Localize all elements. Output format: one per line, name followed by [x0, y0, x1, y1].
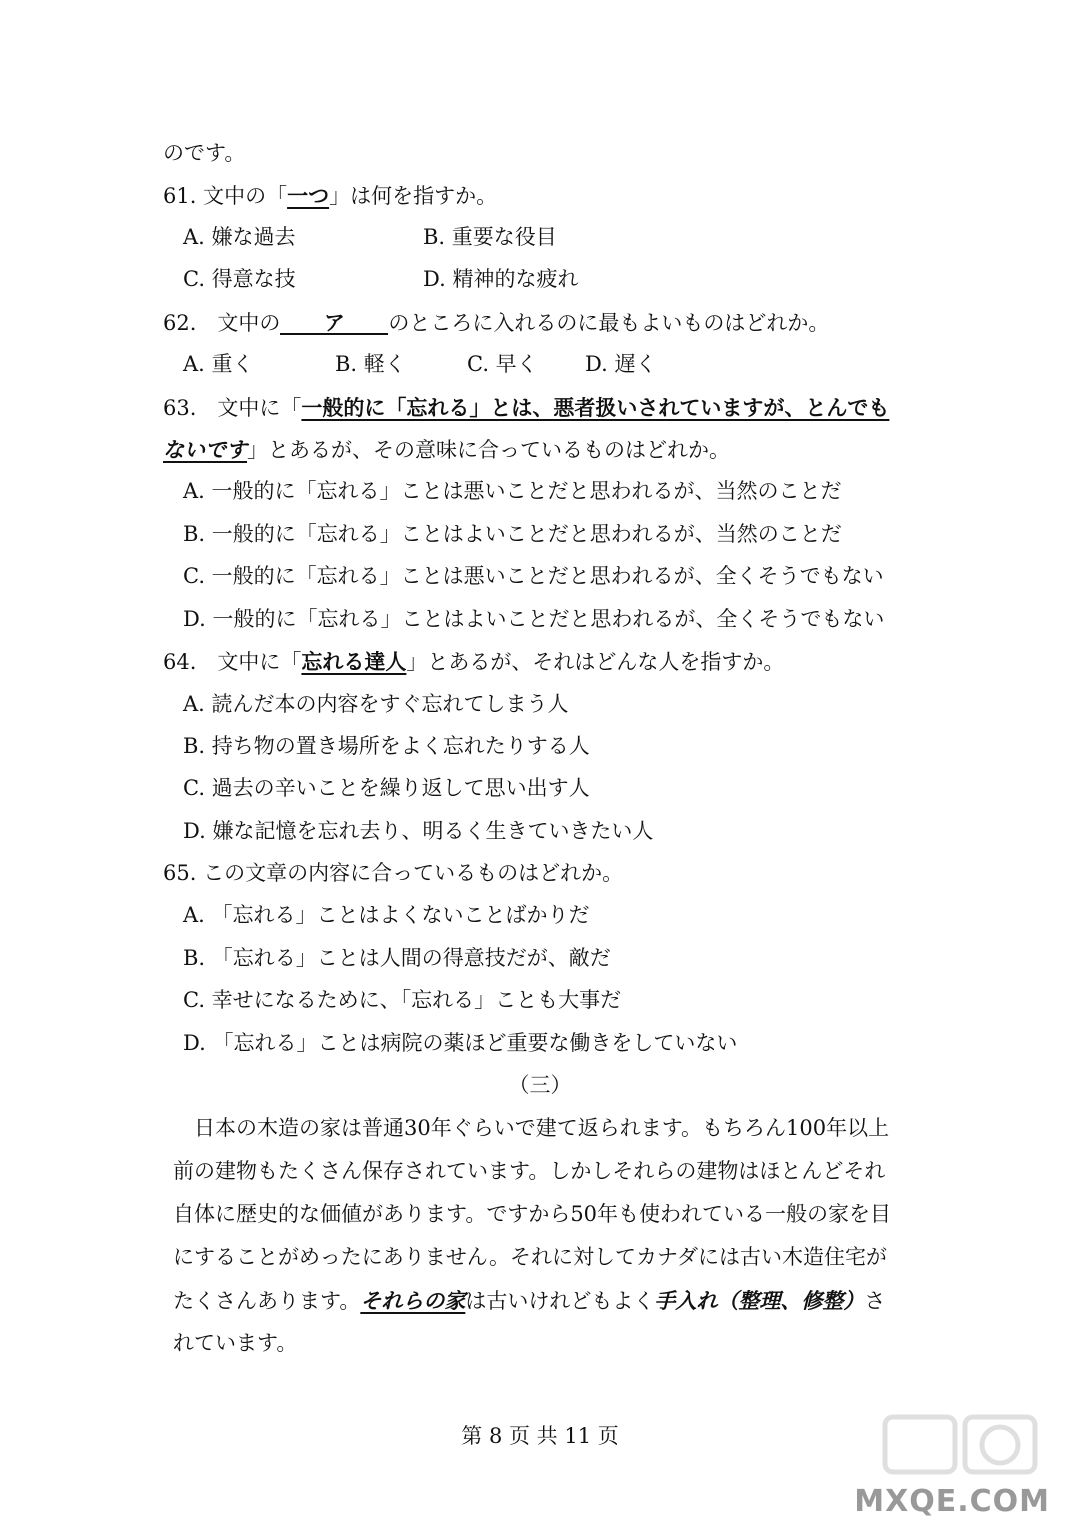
- q63-option-a: A. 一般的に「忘れる」ことは悪いことだと思われるが、当然のことだ: [183, 479, 842, 503]
- question-63: [163, 397, 889, 419]
- passage-line5-pre: たくさんあります。: [173, 1289, 361, 1313]
- q61-suffix: 」は何を指すか。: [329, 184, 498, 208]
- passage-line5-post: さ: [864, 1289, 886, 1313]
- q61-option-d: D. 精神的な疲れ: [423, 267, 579, 291]
- question-61: [163, 185, 497, 207]
- watermark-text: MXQE.COM: [854, 1484, 1050, 1519]
- q63-prefix: 63. 文中に「: [163, 396, 302, 420]
- q64-option-a: A. 読んだ本の内容をすぐ忘れてしまう人: [183, 692, 569, 716]
- passage-line-2: 前の建物もたくさん保存されています。しかしそれらの建物はほとんどそれ: [173, 1159, 886, 1183]
- q65-option-d: D. 「忘れる」ことは病院の薬ほど重要な働きをしていない: [183, 1031, 738, 1055]
- q63-target-line2: ないです: [163, 437, 247, 462]
- section-title: （三）: [508, 1073, 572, 1097]
- question-62: [163, 312, 829, 335]
- q62-option-c: C. 早く: [467, 352, 538, 376]
- passage-line5-italic: 手入れ（整理、修整）: [654, 1288, 865, 1313]
- q64-option-d: D. 嫌な記憶を忘れ去り、明るく生きていきたい人: [183, 819, 654, 843]
- page-footer: 第 8 页 共 11 页: [461, 1424, 619, 1448]
- q61-option-a: A. 嫌な過去: [183, 225, 296, 249]
- q64-suffix: 」とあるが、それはどんな人を指すか。: [406, 650, 785, 674]
- q62-option-b: B. 軽く: [335, 352, 406, 376]
- q62-suffix: のところに入れるのに最もよいものはどれか。: [388, 311, 830, 335]
- q62-prefix: 62. 文中の: [163, 311, 281, 335]
- q64-option-b: B. 持ち物の置き場所をよく忘れたりする人: [183, 734, 590, 758]
- q62-option-d: D. 遅く: [585, 352, 657, 376]
- passage-line-3: 自体に歴史的な価値があります。ですから50年も使われている一般の家を目: [173, 1202, 892, 1226]
- intro-tail: のです。: [163, 141, 246, 165]
- q61-option-c: C. 得意な技: [183, 267, 296, 291]
- q63-target-line1: 一般的に「忘れる」とは、悪者扱いされていますが、とんでも: [301, 395, 890, 420]
- passage-line-6: れています。: [173, 1331, 298, 1355]
- q64-prefix: 64. 文中に「: [163, 650, 302, 674]
- passage-line-4: にすることがめったにありません。それに対してカナダには古い木造住宅が: [173, 1245, 887, 1269]
- q61-option-b: B. 重要な役目: [423, 225, 557, 249]
- q63-suffix: 」とあるが、その意味に合っているものはどれか。: [247, 438, 730, 462]
- q65-option-b: B. 「忘れる」ことは人間の得意技だが、敵だ: [183, 946, 611, 970]
- passage-line-1: 日本の木造の家は普通30年ぐらいで建て返られます。もちろん100年以上: [173, 1116, 890, 1140]
- q63-option-b: B. 一般的に「忘れる」ことはよいことだと思われるが、当然のことだ: [183, 522, 842, 546]
- question-65: 65. この文章の内容に合っているものはどれか。: [163, 861, 624, 885]
- q61-target: 一つ: [287, 183, 330, 208]
- q65-option-c: C. 幸せになるために、「忘れる」ことも大事だ: [183, 988, 622, 1012]
- question-64: [163, 651, 784, 673]
- q65-option-a: A. 「忘れる」ことはよくないことばかりだ: [183, 903, 590, 927]
- q64-target: 忘れる達人: [301, 649, 407, 674]
- passage-line-5: [173, 1290, 885, 1312]
- q64-option-c: C. 過去の辛いことを繰り返して思い出す人: [183, 776, 590, 800]
- q63-option-d: D. 一般的に「忘れる」ことはよいことだと思われるが、全くそうでもない: [183, 607, 885, 631]
- q61-prefix: 61. 文中の「: [163, 184, 288, 208]
- q62-blank: ア: [280, 312, 388, 335]
- question-63-cont: [163, 439, 730, 461]
- passage-line5-mid: は古いけれどもよく: [465, 1289, 655, 1313]
- passage-line5-target: それらの家: [360, 1288, 466, 1313]
- q62-option-a: A. 重く: [183, 352, 254, 376]
- q63-option-c: C. 一般的に「忘れる」ことは悪いことだと思われるが、全くそうでもない: [183, 564, 884, 588]
